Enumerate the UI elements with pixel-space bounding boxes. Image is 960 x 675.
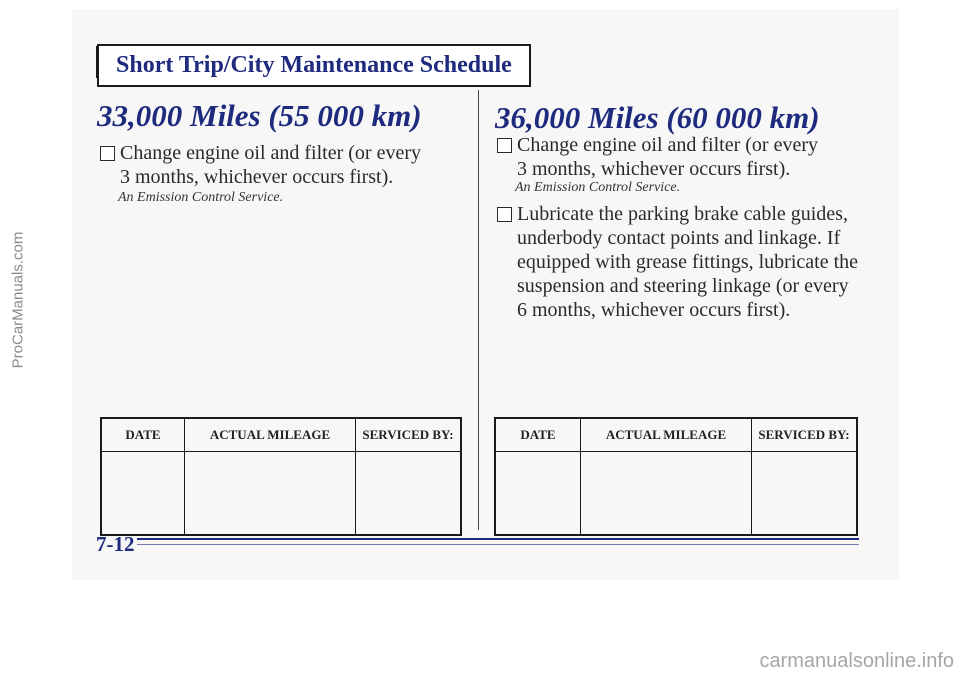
footer-rule-bottom: [137, 544, 859, 545]
task-line: Change engine oil and filter (or every: [120, 142, 421, 164]
table-row: [495, 452, 857, 536]
column-divider: [478, 90, 479, 530]
mileage-cell[interactable]: [185, 452, 356, 536]
task-line: Change engine oil and filter (or every: [517, 134, 818, 156]
date-cell[interactable]: [101, 452, 185, 536]
date-cell[interactable]: [495, 452, 581, 536]
left-task-oil-change: [100, 141, 460, 189]
task-line: Lubricate the parking brake cable guides,: [517, 203, 848, 225]
column-header-actual-mileage: ACTUAL MILEAGE: [581, 418, 752, 452]
task-line: suspension and steering linkage (or every: [517, 275, 849, 297]
footer-rule-top: [137, 538, 859, 540]
page-number: 7-12: [96, 532, 135, 556]
site-watermark[interactable]: carmanualsonline.info: [759, 650, 954, 672]
task-line: underbody contact points and linkage. If: [517, 227, 841, 249]
table-header-row: [495, 418, 857, 452]
task-line: 3 months, whichever occurs first).: [517, 158, 791, 180]
side-watermark: [0, 210, 30, 410]
left-service-log-table: [100, 417, 462, 536]
column-header-actual-mileage: ACTUAL MILEAGE: [185, 418, 356, 452]
column-header-serviced-by: SERVICED BY:: [356, 418, 462, 452]
side-watermark-text: ProCarManuals.com: [9, 231, 27, 369]
serviced-by-cell[interactable]: [752, 452, 858, 536]
checkbox-icon[interactable]: [497, 138, 512, 153]
section-tab-title: Short Trip/City Maintenance Schedule: [97, 44, 531, 87]
right-task-oil-change: [497, 133, 857, 181]
column-header-date: DATE: [495, 418, 581, 452]
task-line: 3 months, whichever occurs first).: [120, 166, 394, 188]
right-task-lubricate: [497, 202, 867, 322]
right-task-note: An Emission Control Service.: [515, 180, 681, 195]
checkbox-icon[interactable]: [100, 146, 115, 161]
left-task-note: An Emission Control Service.: [118, 190, 284, 205]
table-header-row: [101, 418, 461, 452]
checkbox-icon[interactable]: [497, 207, 512, 222]
left-column-title: 33,000 Miles (55 000 km): [97, 98, 422, 133]
table-row: [101, 452, 461, 536]
right-service-log-table: [494, 417, 858, 536]
task-line: equipped with grease fittings, lubricate the: [517, 251, 859, 273]
serviced-by-cell[interactable]: [356, 452, 462, 536]
mileage-cell[interactable]: [581, 452, 752, 536]
column-header-serviced-by: SERVICED BY:: [752, 418, 858, 452]
right-column-title: 36,000 Miles (60 000 km): [495, 100, 820, 135]
column-header-date: DATE: [101, 418, 185, 452]
task-line: 6 months, whichever occurs first).: [517, 299, 791, 321]
